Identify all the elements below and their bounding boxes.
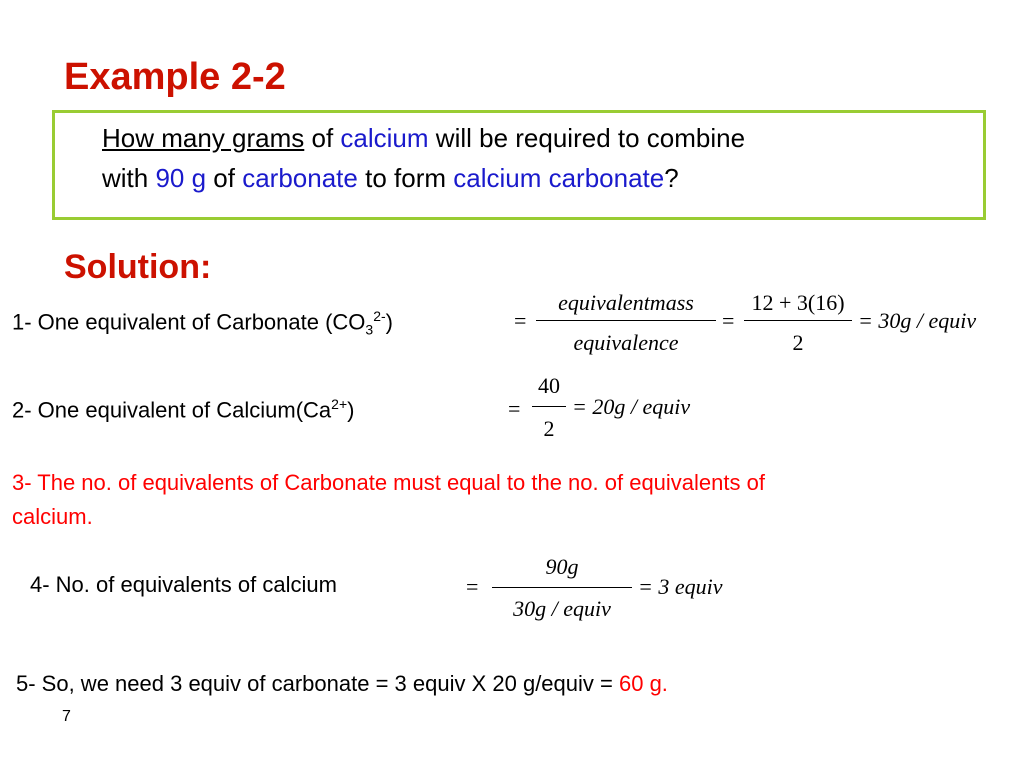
step-2-text (12, 396, 354, 423)
step-1-label: 1- One equivalent of Carbonate (CO (12, 309, 366, 335)
question-calcium: calcium (340, 123, 429, 153)
step-2-denominator: 2 (543, 416, 555, 441)
step-2-label: 2- One equivalent of Calcium(Ca (12, 397, 332, 423)
question-line-1 (102, 120, 745, 156)
step-4-equals: = (466, 574, 479, 599)
question-text-combine: will be required to combine (428, 123, 746, 153)
solution-heading: Solution: (64, 248, 212, 286)
step-1-text (12, 308, 393, 338)
question-mark: ? (664, 163, 679, 193)
step-5-answer: 60 g. (618, 671, 668, 696)
step-4-den-text: 30g / equiv (513, 596, 611, 621)
step-3-line-2: calcium. (12, 504, 93, 529)
step-1-denominator-1 (536, 330, 716, 356)
step-4-result-text: = 3 equiv (638, 574, 723, 599)
step-1-equals-1: = (514, 308, 527, 333)
step-2-result-text: = 20g / equiv (572, 394, 691, 419)
step-4-num-text: 90g (545, 554, 579, 579)
step-5-text (16, 671, 668, 697)
step-4-result (638, 574, 723, 600)
step-2-close-paren: ) (347, 397, 355, 423)
step-1-numerator-1 (536, 290, 716, 316)
step-1-result-text: = 30g / equiv (858, 308, 977, 333)
step-1-fraction-bar-2 (744, 320, 852, 321)
step-1-denominator-2: 2 (792, 330, 804, 355)
step-1-equals-2: = (722, 308, 735, 333)
step-4-text: 4- No. of equivalents of calcium (30, 572, 337, 597)
page-number: 7 (62, 708, 71, 725)
question-90g: 90 g (155, 163, 207, 193)
step-3-line-1: 3- The no. of equivalents of Carbonate must equal to the no. of equivalents of (12, 470, 765, 495)
step-4-fraction-bar (492, 587, 632, 588)
step-1-superscript: 2- (373, 308, 386, 324)
question-how-many-grams: How many grams (102, 123, 305, 153)
step-2-numerator: 40 (538, 373, 560, 398)
step-4-denominator (492, 596, 632, 622)
question-text-with: with (102, 163, 156, 193)
question-text-of-2: of (206, 163, 243, 193)
question-line-2 (102, 160, 679, 196)
question-text-of: of (304, 123, 341, 153)
step-2-result (572, 394, 690, 420)
slide-title: Example 2-2 (64, 56, 286, 98)
step-1-num1-text: equivalentmass (558, 290, 694, 315)
step-1-numerator-2: 12 + 3(16) (751, 290, 845, 315)
step-4-numerator (492, 554, 632, 580)
step-2-equals: = (508, 396, 521, 421)
step-1-den1-text: equivalence (573, 330, 679, 355)
step-1-close-paren: ) (385, 309, 393, 335)
step-1-fraction-bar-1 (536, 320, 716, 321)
question-carbonate: carbonate (242, 163, 358, 193)
step-1-result (858, 308, 976, 334)
step-2-superscript: 2+ (331, 396, 348, 412)
question-text-to-form: to form (357, 163, 454, 193)
step-2-fraction-bar (532, 406, 566, 407)
step-1-subscript: 3 (365, 321, 374, 338)
question-calcium-carbonate: calcium carbonate (453, 163, 665, 193)
step-5-label: 5- So, we need 3 equiv of carbonate = 3 equiv X 20 g/equiv = (16, 671, 619, 696)
